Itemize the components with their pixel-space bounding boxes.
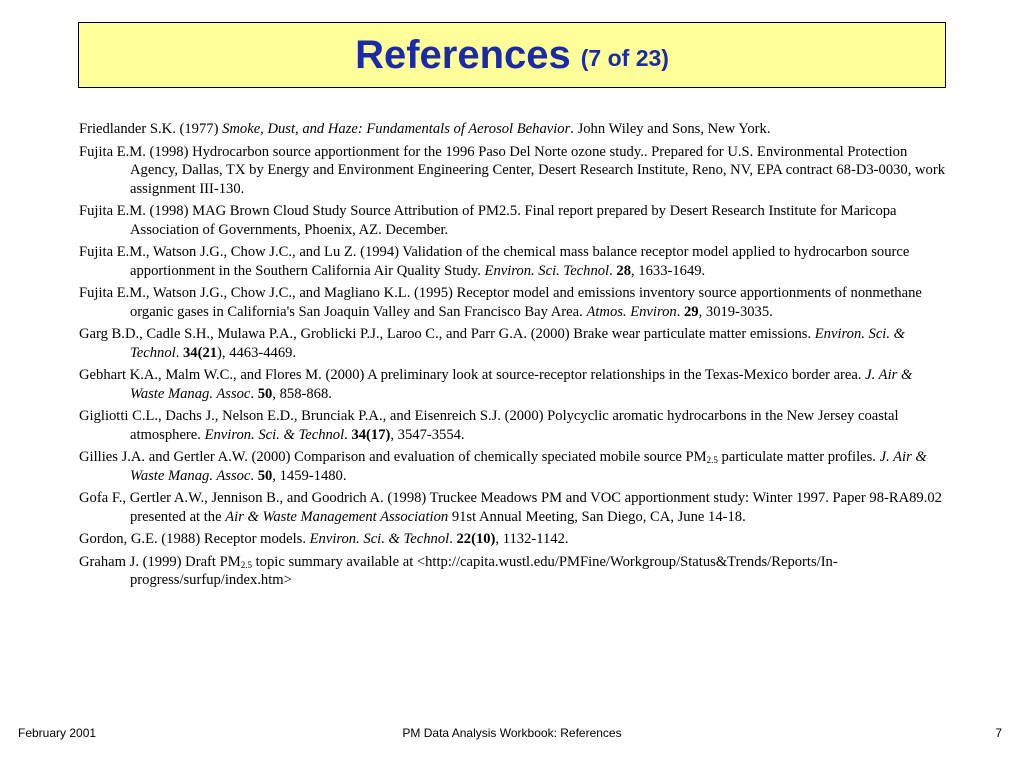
reference-text: Fujita E.M., Watson J.G., Chow J.C., and Magliano K.L. (1995) Receptor model and emissions inventory source apportionments of nonmethane organic gases in California's San Joaquin Valley and San Francisco Bay Area.	[79, 285, 922, 320]
reference-text: Smoke, Dust, and Haze: Fundamentals of Aerosol Behavior	[222, 121, 571, 137]
reference-text: Environ. Sci. & Technol	[130, 326, 906, 361]
page-title: References	[355, 32, 571, 77]
reference-text: Atmos. Environ	[586, 303, 677, 320]
reference-text: ), 4463-4469.	[217, 344, 297, 361]
reference-entry	[79, 325, 945, 362]
reference-text: Gordon, G.E. (1988) Receptor models.	[79, 531, 310, 547]
reference-entry	[79, 143, 945, 199]
reference-text: , 3019-3035.	[698, 303, 773, 320]
reference-entry	[79, 407, 945, 444]
reference-text: Graham J. (1999) Draft PM	[79, 553, 241, 570]
reference-text: .	[609, 262, 617, 279]
reference-text: Gigliotti C.L., Dachs J., Nelson E.D., Brunciak P.A., and Eisenreich S.J. (2000) Polycyclic aromatic hydrocarbons in the New Jersey coastal atmosphere.	[79, 408, 899, 443]
reference-text: , 858-868.	[272, 385, 332, 402]
reference-text: Friedlander S.K. (1977)	[79, 121, 223, 137]
page-number: 7	[995, 726, 1002, 740]
reference-text: Gillies J.A. and Gertler A.W. (2000) Comparison and evaluation of chemically speciated mobile source PM	[79, 449, 707, 465]
reference-text: Environ. Sci. & Technol	[309, 531, 450, 547]
page-count: (7 of 23)	[580, 44, 669, 71]
reference-text: Environ. Sci. & Technol	[204, 426, 345, 443]
reference-text: 91st Annual Meeting, San Diego, CA, June 14-18.	[448, 508, 746, 525]
reference-text: .	[175, 344, 183, 361]
reference-text: particulate matter profiles.	[717, 449, 880, 465]
reference-text: , 1132-1142.	[495, 531, 569, 547]
reference-text: 34(17)	[351, 426, 391, 443]
reference-text: .	[344, 426, 352, 443]
reference-text: topic summary available at <http://capita.wustl.edu/PMFine/Workgroup/Status&Trends/Reports/In-progress/surfup/index.htm>	[130, 553, 838, 588]
reference-entry	[79, 243, 945, 280]
reference-text: .	[250, 385, 258, 402]
reference-entry	[79, 202, 945, 239]
reference-text: 34(21	[182, 344, 218, 361]
reference-text: . John Wiley and Sons, New York.	[570, 121, 771, 137]
reference-entry	[79, 284, 945, 321]
reference-text: J. Air & Waste Manag. Assoc	[130, 367, 913, 402]
reference-text: 28	[616, 262, 631, 279]
reference-text: Gebhart K.A., Malm W.C., and Flores M. (2000) A preliminary look at source-receptor relationships in the Texas-Mexico border area.	[79, 367, 866, 383]
reference-text: 29	[684, 303, 699, 320]
reference-entry	[79, 120, 945, 139]
reference-text: Fujita E.M. (1998) MAG Brown Cloud Study Source Attribution of PM2.5. Final report prepared by Desert Research Institute for Maricopa Association of Governments, Phoenix, AZ. December.	[79, 203, 897, 238]
reference-text: 22(10)	[456, 531, 496, 547]
reference-text: 2.5	[706, 455, 718, 465]
reference-text: Garg B.D., Cadle S.H., Mulawa P.A., Groblicki P.J., Laroo C., and Parr G.A. (2000) Brake wear particulate matter emissions.	[79, 326, 815, 342]
reference-text: Environ. Sci. Technol	[484, 262, 610, 279]
reference-text: .	[676, 303, 684, 320]
reference-text: , 3547-3554.	[390, 426, 465, 443]
reference-text: J. Air & Waste Manag. Assoc	[130, 449, 927, 484]
title-banner	[78, 22, 946, 88]
reference-text: Air & Waste Management Association	[225, 508, 449, 525]
reference-entry	[79, 489, 945, 526]
reference-list	[79, 120, 945, 594]
reference-text: Fujita E.M., Watson J.G., Chow J.C., and Lu Z. (1994) Validation of the chemical mass balance receptor model applied to hydrocarbon source apportionment in the Southern California Air Quality Study.	[79, 244, 910, 279]
reference-text: 2.5	[240, 559, 252, 570]
reference-entry	[79, 530, 945, 549]
footer-title: PM Data Analysis Workbook: References	[402, 726, 622, 740]
reference-entry	[79, 366, 945, 403]
reference-text: Fujita E.M. (1998) Hydrocarbon source apportionment for the 1996 Paso Del Norte ozone study.. Prepared for U.S. Environmental Protection Agency, Dallas, TX by Energy and Environment Engineering Center, Desert Research Institute, Reno, NV, EPA contract 68-D3-0030, work assignment III-130.	[79, 143, 945, 197]
footer-date: February 2001	[18, 726, 97, 740]
reference-text: 50	[257, 467, 273, 484]
reference-text: Gofa F., Gertler A.W., Jennison B., and Goodrich A. (1998) Truckee Meadows PM and VOC apportionment study: Winter 1997. Paper 98-RA89.02 presented at the	[79, 490, 942, 525]
reference-text: .	[250, 467, 258, 484]
reference-text: .	[449, 531, 457, 547]
reference-entry	[79, 553, 945, 590]
reference-text: , 1633-1649.	[631, 262, 706, 279]
reference-entry	[79, 448, 945, 485]
reference-text: 50	[257, 385, 273, 402]
reference-text: , 1459-1480.	[272, 467, 347, 484]
